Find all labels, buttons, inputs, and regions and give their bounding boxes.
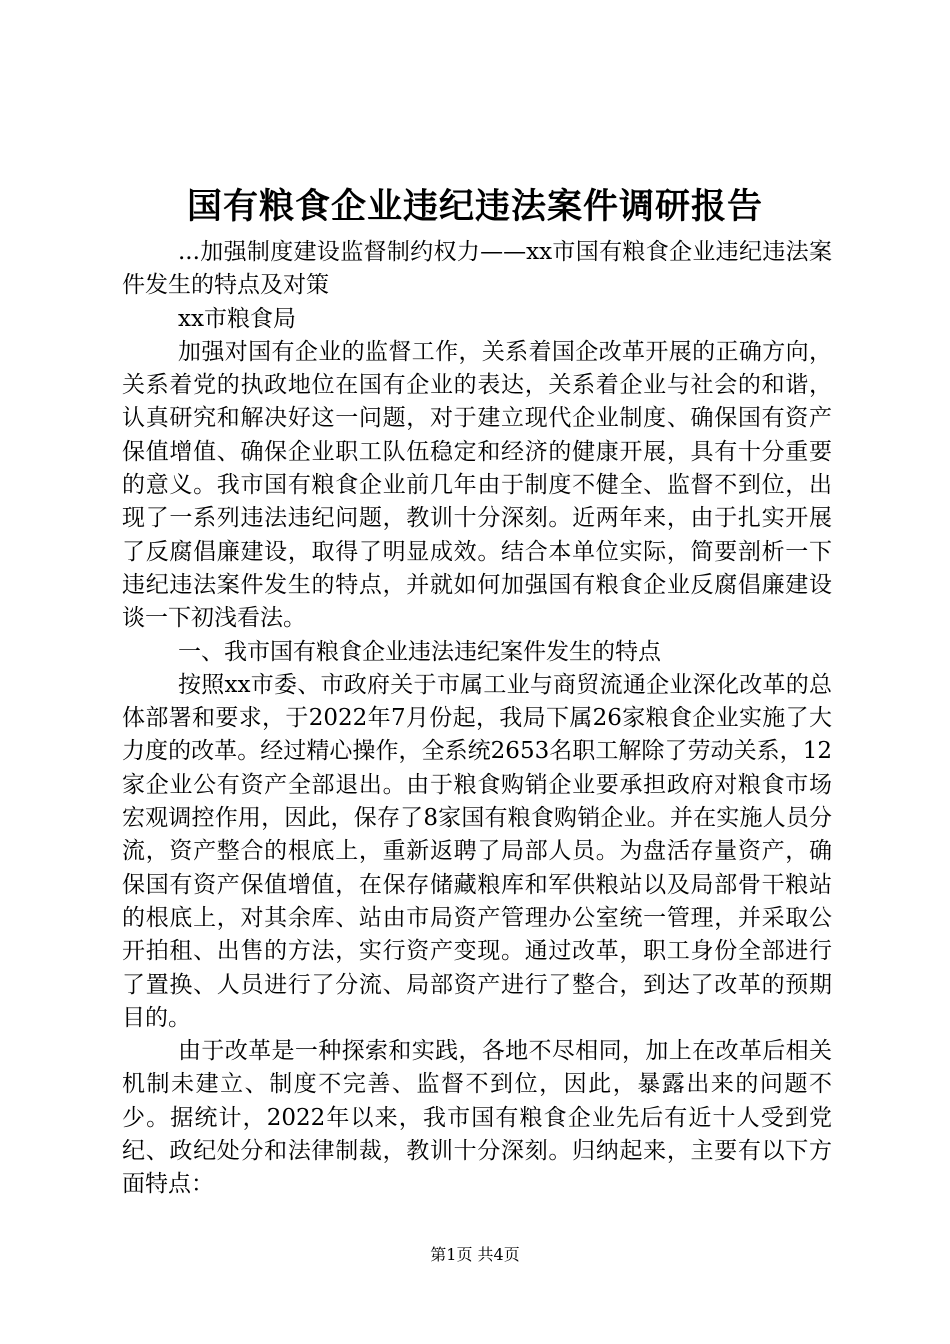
- paragraph-reform: 按照xx市委、市政府关于市属工业与商贸流通企业深化改革的总体部署和要求，于2022年7月份起，我局下属26家粮食企业实施了大力度的改革。经过精心操作，全系统2653名职工解除了劳动关系，12家企业公有资产全部退出。由于粮食购销企业要承担政府对粮食市场宏观调控作用，因此，保存了8家国有粮食购销企业。并在实施人员分流，资产整合的根底上，重新返聘了局部人员。为盘活存量资产，确保国有资产保值增值，在保存储藏粮库和军供粮站以及局部骨干粮站的根底上，对其余库、站由市局资产管理办公室统一管理，并采取公开拍租、出售的方法，实行资产变现。通过改革，职工身份全部进行了置换、人员进行了分流、局部资产进行了整合，到达了改革的预期目的。: [122, 671, 832, 1031]
- paragraph-subtitle: ...加强制度建设监督制约权力——xx市国有粮食企业违纪违法案件发生的特点及对策: [122, 239, 832, 299]
- document-body: [122, 236, 832, 1202]
- paragraph-author: xx市粮食局: [178, 305, 296, 332]
- paragraph-intro: 加强对国有企业的监督工作，关系着国企改革开展的正确方向，关系着党的执政地位在国有企业的表达，关系着企业与社会的和谐，认真研究和解决好这一问题，对于建立现代企业制度、确保国有资产保值增值、确保企业职工队伍稳定和经济的健康开展，具有十分重要的意义。我市国有粮食企业前几年由于制度不健全、监督不到位，出现了一系列违法违纪问题，教训十分深刻。近两年来，由于扎实开展了反腐倡廉建设，取得了明显成效。结合本单位实际，简要剖析一下违纪违法案件发生的特点，并就如何加强国有粮食企业反腐倡廉建设谈一下初浅看法。: [122, 338, 832, 632]
- paragraph-problems: 由于改革是一种探索和实践，各地不尽相同，加上在改革后相关机制未建立、制度不完善、监督不到位，因此，暴露出来的问题不少。据统计，2022年以来，我市国有粮食企业先后有近十人受到党纪、政纪处分和法律制裁，教训十分深刻。归纳起来，主要有以下方面特点：: [122, 1038, 832, 1198]
- section-heading: 一、我市国有粮食企业违法违纪案件发生的特点: [178, 638, 661, 665]
- page-footer: 第1页 共4页: [430, 1245, 520, 1264]
- document-title: 国有粮食企业违纪违法案件调研报告: [186, 186, 763, 227]
